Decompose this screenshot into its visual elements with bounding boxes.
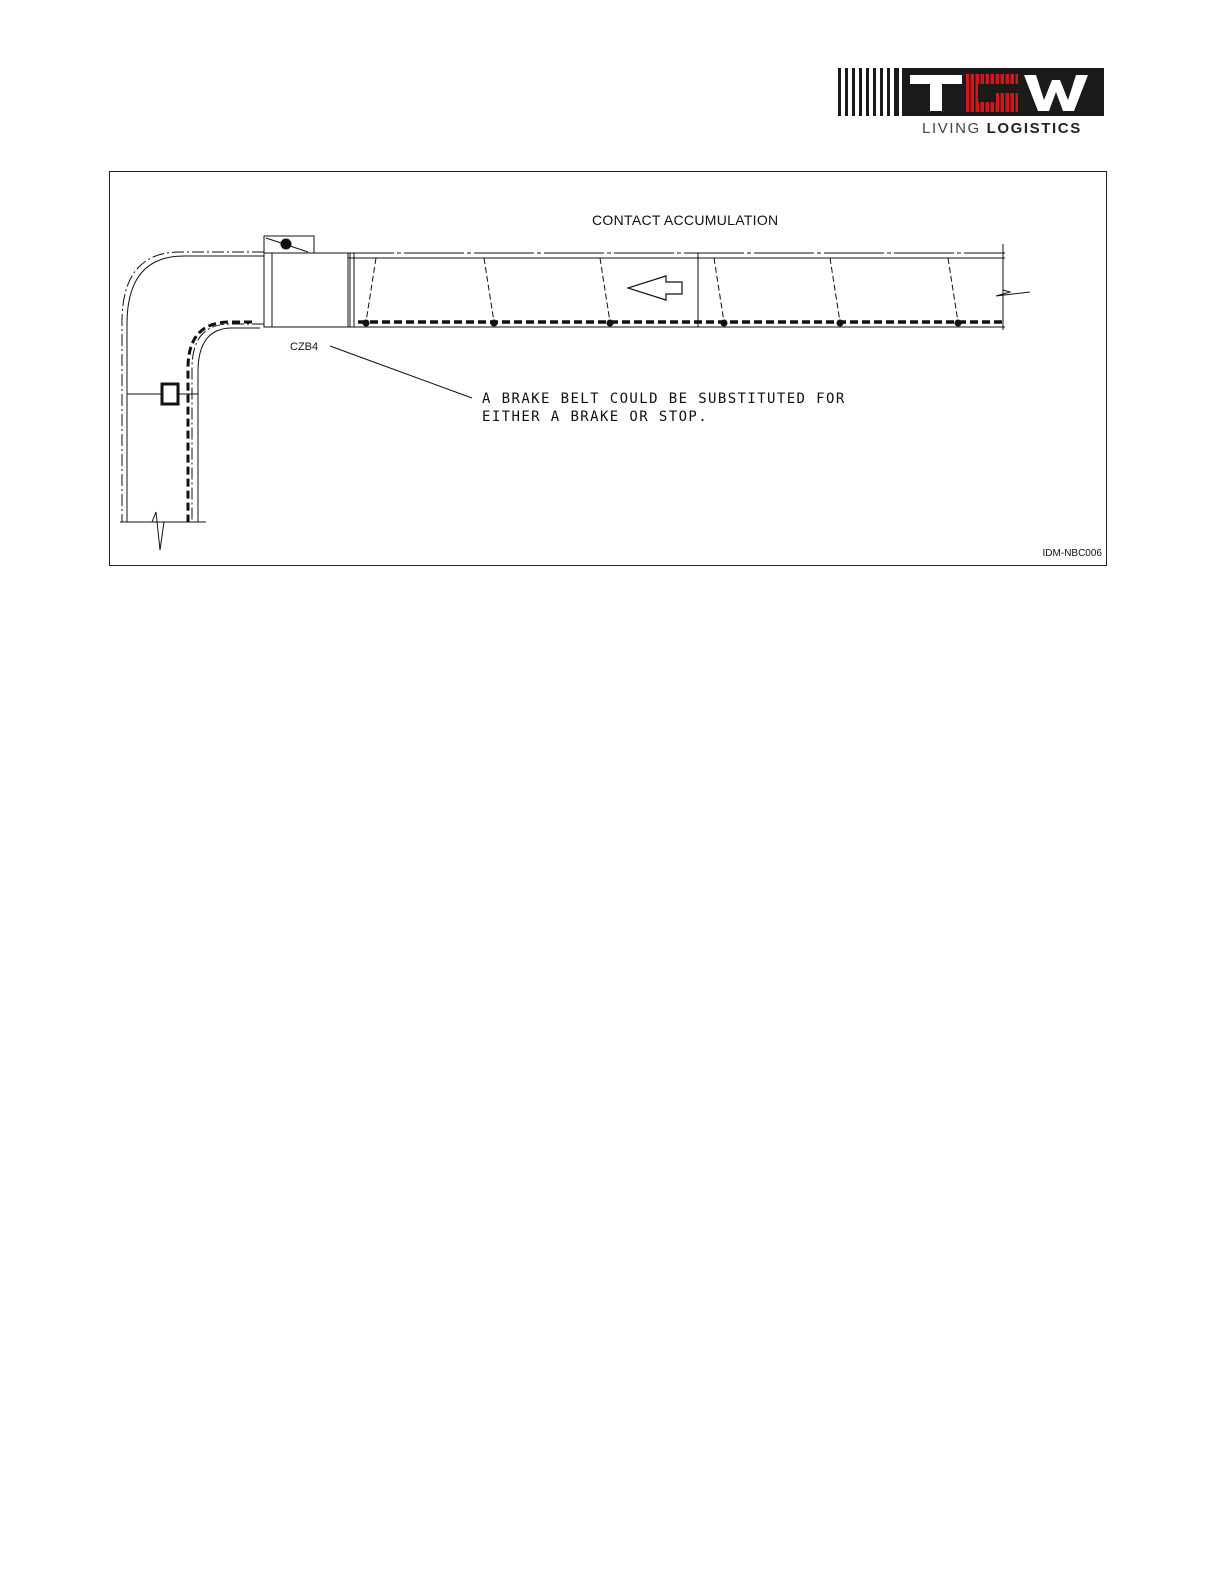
curve-outer-line [122, 252, 264, 522]
callout-code: CZB4 [290, 341, 319, 353]
curve-bracket [162, 384, 178, 404]
curve-inner-line [192, 324, 264, 522]
callout-leader-line [330, 346, 472, 398]
curve-inner-line-2 [198, 328, 260, 522]
roller-lines [366, 258, 958, 322]
figure-reference: IDM-NBC006 [1042, 548, 1102, 559]
note-line-1: A BRAKE BELT COULD BE SUBSTITUTED FOR [482, 391, 846, 407]
tgw-logo-mark [836, 66, 1108, 118]
break-symbol-right [996, 290, 1030, 296]
logo-tagline [922, 120, 1082, 137]
conveyor-drawing [110, 172, 1108, 567]
brake-zone-box [264, 253, 348, 327]
figure-title: CONTACT ACCUMULATION [592, 212, 779, 228]
break-symbol-bottom [152, 512, 164, 550]
logo-tagline-bold: LOGISTICS [986, 120, 1082, 137]
note-line-2: EITHER A BRAKE OR STOP. [482, 409, 709, 425]
logo-tagline-light: LIVING [922, 120, 981, 137]
curve-outer-line-2 [127, 256, 264, 522]
flow-direction-arrow-icon [628, 276, 682, 300]
tgw-logo [836, 66, 1108, 142]
brake-belt-note [482, 390, 846, 426]
conveyor-diagram-figure [109, 171, 1107, 566]
